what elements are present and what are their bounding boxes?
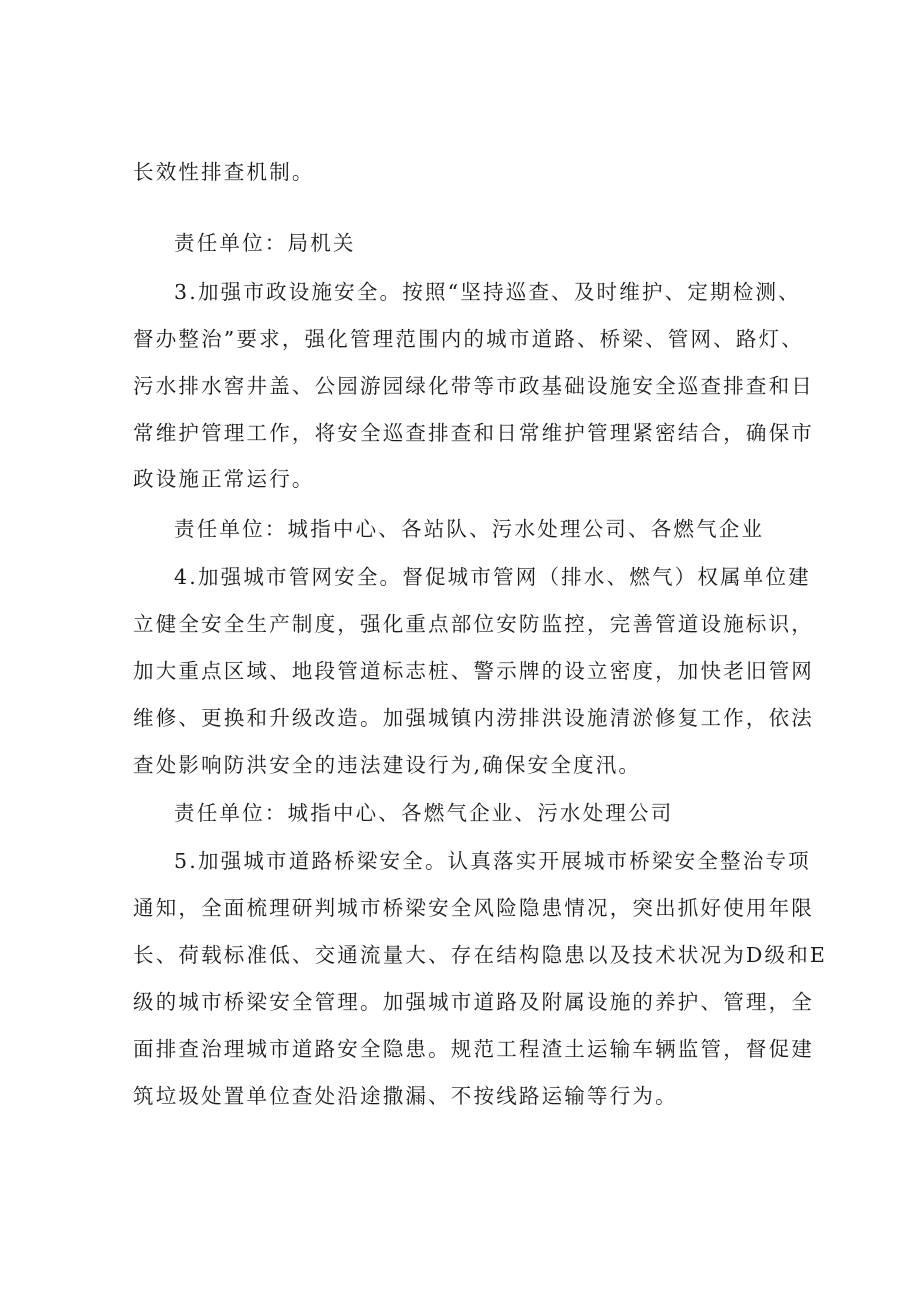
item-5-line-3: 长、荷载标准低、交通流量大、存在结构隐患以及技术状况为D级和E <box>133 943 828 967</box>
item-3-line-3: 污水排水窖井盖、公园游园绿化带等市政基础设施安全巡查排查和日 <box>133 374 814 398</box>
item-3-line-2: 督办整治”要求，强化管理范围内的城市道路、桥梁、管网、路灯、 <box>133 327 804 351</box>
item-4-line-2: 立健全安全生产制度，强化重点部位安防监控，完善管道设施标识， <box>133 612 814 636</box>
item-3-line-4: 常维护管理工作，将安全巡查排查和日常维护管理紧密结合，确保市 <box>133 421 814 445</box>
item-4-line-5: 查处影响防洪安全的违法建设行为,确保安全度汛。 <box>133 753 642 777</box>
item-5-line-4: 级的城市桥梁安全管理。加强城市道路及附属设施的养护、管理，全 <box>133 990 814 1014</box>
item-5-line-6: 筑垃圾处置单位查处沿途撒漏、不按线路运输等行为。 <box>133 1084 678 1108</box>
item-4-line-4: 维修、更换和升级改造。加强城镇内涝排洪设施清淤修复工作，依法 <box>133 706 814 730</box>
item-5-line-2: 通知，全面梳理研判城市桥梁安全风险隐患情况，突出抓好使用年限 <box>133 896 814 920</box>
item-4-line-3: 加大重点区域、地段管道标志桩、警示牌的设立密度，加快老旧管网 <box>133 659 814 683</box>
responsible-unit-3: 责任单位：城指中心、各站队、污水处理公司、各燃气企业 <box>174 517 765 541</box>
item-3-line-1: 3.加强市政设施安全。按照“坚持巡查、及时维护、定期检测、 <box>174 280 801 304</box>
item-5-line-5: 面排查治理城市道路安全隐患。规范工程渣土运输车辆监管，督促建 <box>133 1037 814 1061</box>
item-3-line-5: 政设施正常运行。 <box>133 467 315 491</box>
item-4-line-1: 4.加强城市管网安全。督促城市管网（排水、燃气）权属单位建 <box>174 565 811 589</box>
item-5-line-1: 5.加强城市道路桥梁安全。认真落实开展城市桥梁安全整治专项 <box>174 849 811 873</box>
responsible-unit-4: 责任单位：城指中心、各燃气企业、污水处理公司 <box>174 801 674 825</box>
intro-text-line: 长效性排查机制。 <box>133 160 315 184</box>
responsible-unit-1: 责任单位：局机关 <box>174 231 356 255</box>
